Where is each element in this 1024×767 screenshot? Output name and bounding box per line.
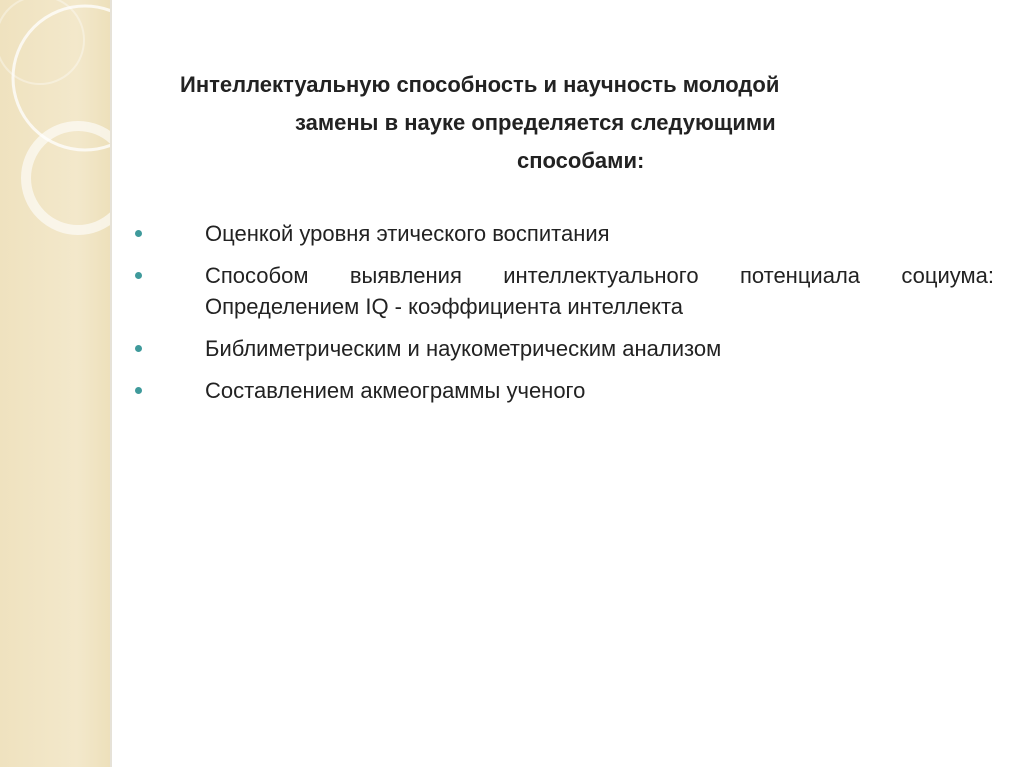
bullet-item [130, 260, 994, 322]
bullet-text: Составлением акмеограммы ученого [205, 378, 586, 403]
bullet-dot-icon [135, 387, 142, 394]
bullet-text: Оценкой уровня этического воспитания [205, 221, 610, 246]
slide-title [150, 66, 980, 180]
bullet-item [130, 375, 994, 406]
bullet-item [130, 218, 994, 249]
bullet-item [130, 333, 994, 364]
title-line-2: замены в науке определяется следующими [295, 110, 776, 135]
title-line-1: Интеллектуальную способность и научность молодой [180, 72, 780, 97]
decorative-circle-ring [26, 126, 110, 230]
bullet-text: Способом выявления интеллектуального потенциала социума: Определением IQ - коэффициента интеллекта [205, 263, 994, 319]
bullet-dot-icon [135, 230, 142, 237]
bullet-dot-icon [135, 345, 142, 352]
title-line-3: способами: [517, 148, 645, 173]
decorative-side-panel [0, 0, 112, 767]
bullet-list [130, 218, 994, 417]
bullet-dot-icon [135, 272, 142, 279]
decorative-circles [0, 0, 110, 767]
bullet-text: Библиметрическим и наукометрическим анализом [205, 336, 722, 361]
